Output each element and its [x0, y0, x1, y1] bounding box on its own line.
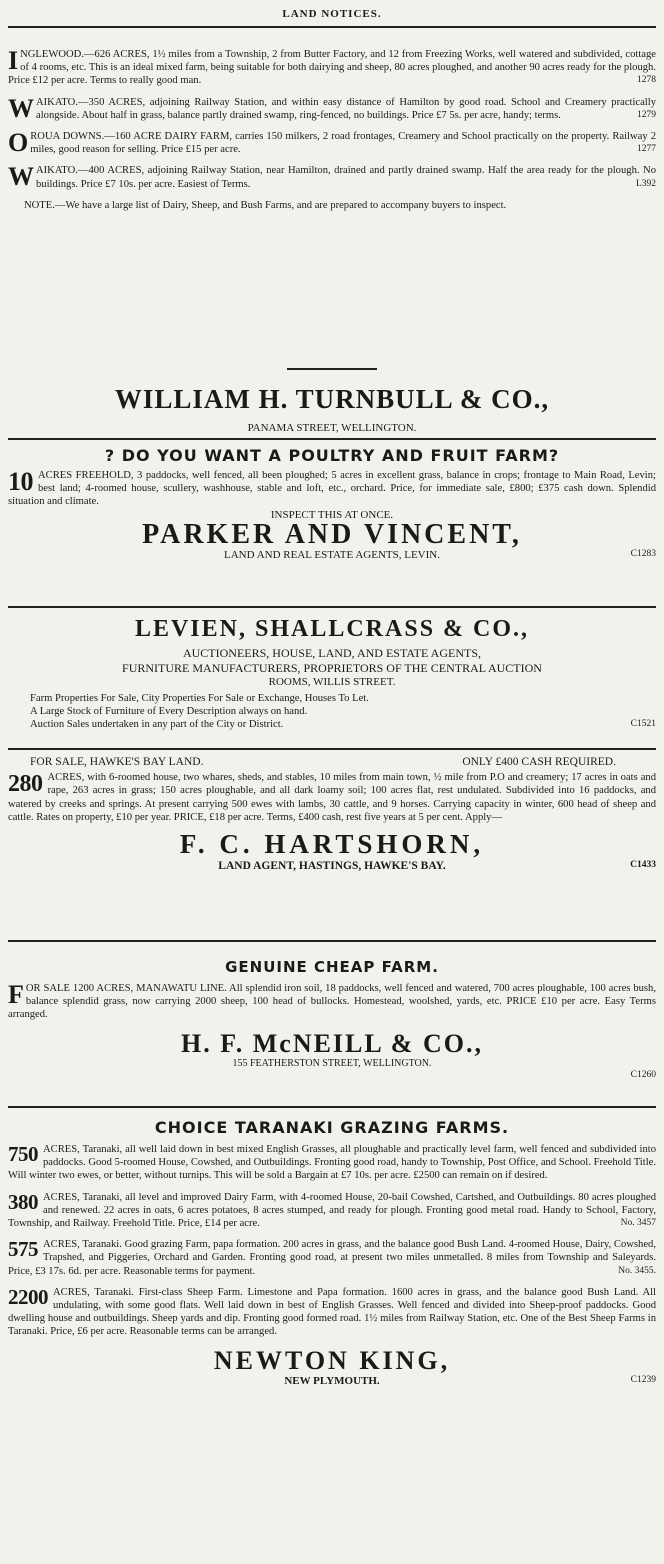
listing-text: ACRES, Taranaki, all well laid down in best mixed English Grasses, all ploughable and practically level farm, well fenced and subdivided into paddocks. Good 5-roomed House, Cowshed, and Outbuildings. Fronting good road, handy to Township, Post Office, and School. Freehold Title. Will winter two ewes, or better, without turnips. This will be sold a Bargain at £7 10s. per acre. £2500 can remain on if desired.: [8, 1144, 656, 1182]
advertiser-address: PANAMA STREET, WELLINGTON.: [247, 422, 417, 434]
acre-number: 10: [8, 467, 33, 496]
services-line-2: FURNITURE MANUFACTURERS, PROPRIETORS OF THE CENTRAL AUCTION: [122, 661, 542, 675]
acre-number: 280: [8, 771, 43, 798]
levien-line-1: Farm Properties For Sale, City Properties For Sale or Exchange, Houses To Let.: [30, 693, 369, 704]
drop-cap: O: [8, 128, 29, 158]
drop-cap: W: [8, 93, 34, 123]
drop-cap: I: [8, 46, 19, 75]
advertiser-name: PARKER AND VINCENT,: [142, 518, 522, 550]
advertiser-address: NEW PLYMOUTH.: [284, 1374, 380, 1387]
listing-380: [8, 1191, 656, 1231]
turnbull-advert: [8, 28, 656, 368]
listing-text: NGLEWOOD.—626 ACRES, 1½ miles from a Township, 2 from Butter Factory, and 12 from Freezing Works, well watered and subdivided, cottage of 4 rooms, etc. This is an ideal mixed farm, being suitable for both dairying and sheep, 80 acres ploughed, and another 90 acres ready for the plough. Price £12 per acre. Terms to really good man.: [8, 49, 656, 87]
acre-number: 750: [8, 1142, 38, 1166]
acre-number: 380: [8, 1189, 38, 1214]
listing-ref: No. 3457: [620, 1218, 656, 1229]
headline-left: FOR SALE, HAWKE'S BAY LAND.: [30, 756, 204, 768]
page-header: LAND NOTICES.: [282, 8, 382, 20]
listing-text: ACRES, Taranaki. First-class Sheep Farm. Limestone and Papa formation. 1600 acres in grass, and the balance good Bush Land. All undulating, with some good flats. Well laid down in best of English Grasses. Well fenced and divided into Sheep-proof paddocks. Good dwelling house and outbuildings. Sheep yards and dip. Fronting good formed road. 1½ miles from Railway Station, etc. One of the Best Sheep Farms in Taranaki. Price, £6 per acre. Reasonable terms can be arranged.: [8, 1286, 656, 1338]
king-advert: [8, 1108, 656, 1387]
mcneill-listing: [8, 982, 656, 1022]
listing-text: AIKATO.—400 ACRES, adjoining Railway Station, near Hamilton, drained and partly drained swamp. Half the area ready for the plough. No buildings. Price £7 10s. per acre. Easiest of Terms.: [36, 165, 656, 190]
levien-advert: [8, 608, 656, 748]
advertiser-name: WILLIAM H. TURNBULL & CO.,: [114, 384, 550, 414]
advert-ref: C1260: [630, 1069, 656, 1080]
listing-text: OR SALE 1200 ACRES, MANAWATU LINE. All splendid iron soil, 18 paddocks, well fenced and watered, 700 acres ploughable, 100 acres bush, balance splendid grass, now carrying 2000 sheep, 100 head of bullocks. Homestead, woolshed, yards, etc. PRICE £10 per acre. Easy Terms arranged.: [8, 983, 656, 1021]
advert-ref: C1521: [630, 719, 656, 730]
listing-text: ROUA DOWNS.—160 ACRE DAIRY FARM, carries 150 milkers, 2 road frontages, Creamery and School practically on the property. Railway 2 miles, good reason for selling. Price £15 per acre.: [30, 131, 656, 156]
mcneill-advert: [8, 942, 656, 1106]
advert-title: CHOICE TARANAKI GRAZING FARMS.: [154, 1118, 510, 1137]
advert-ref: C1239: [630, 1374, 656, 1385]
advert-title: ? DO YOU WANT A POULTRY AND FRUIT FARM?: [104, 446, 560, 465]
advertiser-name: NEWTON KING,: [213, 1345, 451, 1375]
advertiser-name: F. C. HARTSHORN,: [179, 829, 485, 860]
levien-line-3: [8, 718, 656, 731]
mcneill-ref-row: [8, 1069, 656, 1082]
hartshorn-advert: [8, 750, 656, 940]
listing-waikato-400: [8, 164, 656, 190]
listing-text: ACRES, Taranaki. Good grazing Farm, papa formation. 200 acres in grass, and the balance good Bush Land. 4-roomed House, Dairy, Cowshed, Trapshed, and Piggeries, Orchard and Garden. Fronting good road, at present two miles unmetalled. 8 miles from Township and Saleyards. Price, £3 17s. 6d. per acre. Reasonable terms for payment.: [8, 1239, 656, 1277]
advert-ref: C1283: [630, 548, 656, 559]
parker-listing: [8, 469, 656, 509]
listing-ref: 1277: [637, 144, 656, 155]
inspect-line: INSPECT THIS AT ONCE.: [270, 508, 394, 521]
parker-advert: [8, 440, 656, 606]
acre-number: 575: [8, 1237, 38, 1262]
advert-ref: C1433: [630, 860, 656, 871]
turnbull-note: NOTE.—We have a large list of Dairy, Sheep, and Bush Farms, and are prepared to accompany buyers to inspect.: [24, 199, 507, 211]
services-line-3: ROOMS, WILLIS STREET.: [268, 676, 396, 688]
levien-line-2: A Large Stock of Furniture of Every Description always on hand.: [30, 706, 308, 718]
services-line-1: AUCTIONEERS, HOUSE, LAND, AND ESTATE AGENTS,: [182, 646, 482, 660]
hartshorn-listing: [8, 771, 656, 824]
listing-oroua-downs: [8, 130, 656, 156]
hartshorn-subline: [8, 860, 656, 872]
advert-title: GENUINE CHEAP FARM.: [225, 958, 439, 976]
drop-cap: W: [8, 162, 34, 192]
listing-750: [8, 1143, 656, 1183]
listing-ref: No. 3455.: [618, 1265, 656, 1276]
advertiser-name: H. F. McNEILL & CO.,: [181, 1028, 483, 1058]
listing-2200: [8, 1286, 656, 1339]
listing-waikato-350: [8, 93, 656, 123]
turnbull-footer: [8, 370, 656, 438]
listing-text: ACRES FREEHOLD, 3 paddocks, well fenced, all been ploughed; 5 acres in excellent grass, balance in crops; frontage to Main Road, Levin; best land; 4-roomed house, scullery, washhouse, stable and loft, etc., orchard. Price, for immediate sale, £800; £375 cash down. Splendid situation and climate.: [8, 470, 656, 508]
advertiser-name: LEVIEN, SHALLCRASS & CO.,: [134, 616, 530, 642]
advertiser-address: 155 FEATHERSTON STREET, WELLINGTON.: [232, 1057, 432, 1069]
listing-575: [8, 1238, 656, 1278]
listing-text: ACRES, Taranaki, all level and improved Dairy Farm, with 4-roomed House, 20-bail Cowshed, Cartshed, and Outbuildings. 80 acres ploughed and renewed. 22 acres in oats, 6 acres potatoes, 8 acres stumped, and ready for plough. Fronting good metal road. Handy to School, Factory, Township, and Railway. Freehold Title. Price, £14 per acre.: [8, 1191, 656, 1230]
listing-ref: L392: [635, 178, 656, 189]
levien-line-3-text: Auction Sales undertaken in any part of the City or District.: [30, 719, 284, 731]
advertiser-address: LAND AGENT, HASTINGS, HAWKE'S BAY.: [218, 860, 446, 873]
listing-inglewood: [8, 48, 656, 88]
parker-subline: [8, 549, 656, 561]
acre-number: 2200: [8, 1284, 48, 1309]
listing-text: AIKATO.—350 ACRES, adjoining Railway Station, and within easy distance of Hamilton by good road. School and Creamery practically alongside. About half in grass, balance partly drained swamp, ring-fenced, no buildings. Price £7 5s. per acre, handy; terms.: [36, 96, 656, 121]
advertiser-address: LAND AND REAL ESTATE AGENTS, LEVIN.: [224, 548, 440, 561]
hartshorn-headline: [8, 756, 656, 769]
listing-ref: 1279: [637, 109, 656, 120]
listing-text: ACRES, with 6-roomed house, two whares, sheds, and stables, 10 miles from main town, ½ mile from P.O and creamery; 17 acres in oats and rape, 263 acres in grass; 150 acres ploughable, and all dark loamy soil; 100 acres flat, rest undulated. Subdivided into 16 paddocks, and watered by creeks and springs. At present carrying 500 ewes with lambs, 30 cattle, and 9 horses. Carrying capacity in winter, 600 head of sheep and cattle. Rates on property, £10 per year. PRICE, £18 per acre. Terms, £400 cash, rest five years at 5 per cent. Apply—: [8, 772, 656, 823]
listing-ref: 1278: [637, 75, 656, 86]
drop-cap: F: [8, 980, 24, 1009]
king-subline: [8, 1375, 656, 1387]
headline-right: ONLY £400 CASH REQUIRED.: [462, 756, 616, 768]
